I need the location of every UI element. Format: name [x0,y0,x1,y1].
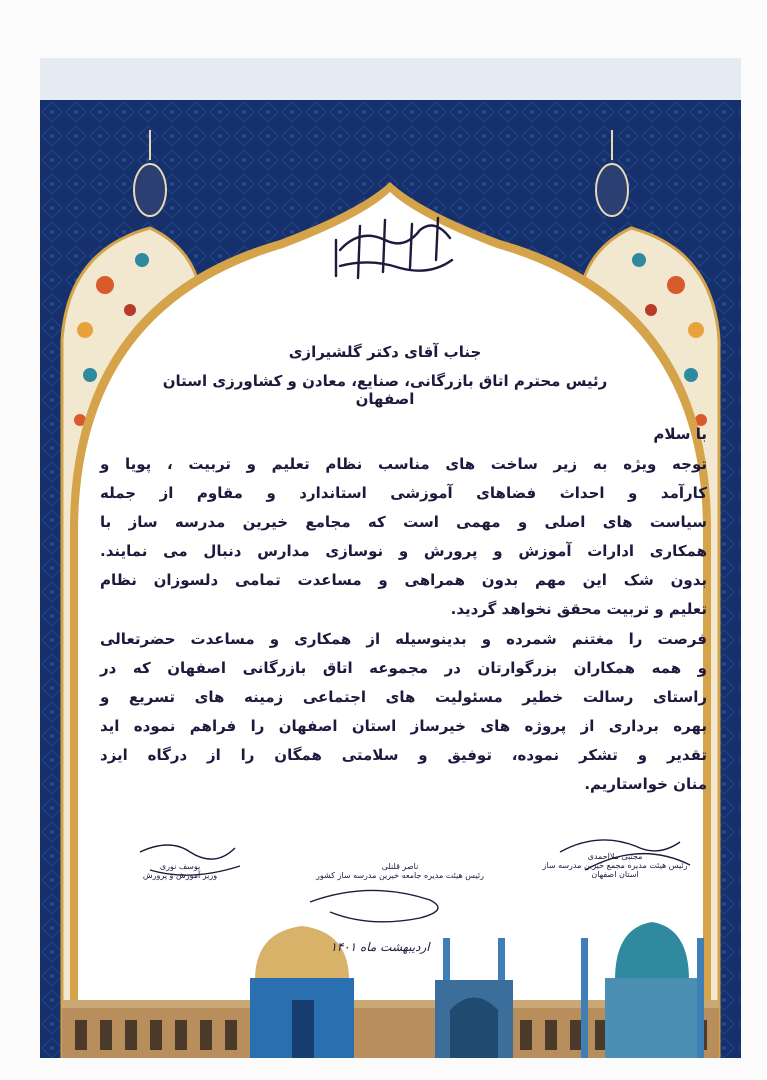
body-line: تقدیر و تشکر نموده، توفیق و سلامتی همگان را از درگاه ایزد [100,746,707,764]
signature-center [285,862,515,880]
addressee-name: جناب آقای دکتر گلشیرازی [288,343,482,361]
body-line: کارآمد و احداث فضاهای آموزشی استاندارد و مقاوم از جمله [100,484,707,502]
body-line: منان خواستاریم. [584,775,707,793]
signatory-name: ناصر قلنلی [381,862,419,871]
body-line: همکاری ادارات آموزش و پرورش و نوسازی مدارس دنبال می نمایند. [100,542,707,560]
greeting: با سلام [653,425,707,443]
signatory-name: مجتبی ملااحمدی [587,852,643,861]
signatory-title: رئیس هیئت مدیره جامعه خیرین مدرسه ساز کشور [316,871,484,880]
signatory-title: وزیر آموزش و پرورش [142,871,218,880]
signatory-place: استان اصفهان [591,870,639,879]
signature-right [520,852,710,879]
signature-left [105,862,255,880]
signatory-title: رئیس هیئت مدیره مجمع خیرین مدرسه ساز [542,861,688,870]
body-line: تعلیم و تربیت محقق نخواهد گردید. [450,600,707,618]
signatory-name: یوسف نوری [159,862,201,871]
body-line: و همه همکاران بزرگوارتان در مجموعه اتاق بازرگانی اصفهان که در [100,659,707,677]
addressee-title: رئیس محترم اتاق بازرگانی، صنایع، معادن و کشاورزی استان اصفهان [162,372,608,408]
body-line: راستای رسالت خطیر مسئولیت های اجتماعی زمینه های تسریع و [100,688,707,706]
body-line: بهره برداری از پروژه های خیرساز استان اصفهان را فراهم نموده اید [100,717,707,735]
body-line: فرصت را مغتنم شمرده و بدینوسیله از همکاری و مساعدت حضرتعالی [100,630,707,648]
body-line: سیاست های اصلی و مهمی است که مجامع خیرین مدرسه ساز با [100,513,707,531]
top-band [40,58,741,104]
body-line: بدون شک این مهم بدون همراهی و مساعدت تمامی دلسوزان نظام [100,571,707,589]
issue-date: اردیبهشت ماه ۱۴۰۱ [330,940,430,954]
body-line: توجه ویژه به زیر ساخت های مناسب نظام تعلیم و تربیت ، پویا و [100,455,707,473]
